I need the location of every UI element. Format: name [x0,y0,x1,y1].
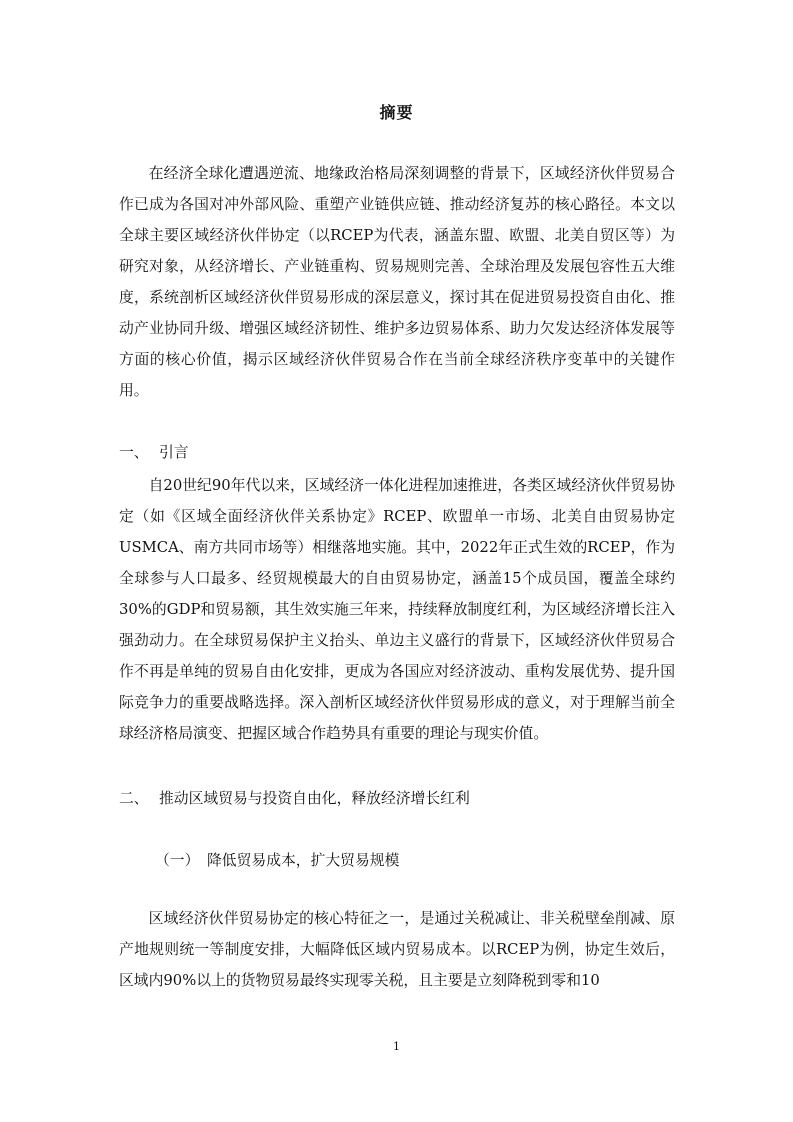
subsection-2-1-heading [155,845,399,876]
section-1-heading [119,437,189,468]
section-2-heading [119,783,470,814]
subsection-2-1-paragraph: 区域经济伙伴贸易协定的核心特征之一，是通过关税减让、非关税壁垒削减、原产地规则统一等制度安排，大幅降低区域内贸易成本。以RCEP为例，协定生效后，区域内90%以上的货物贸易最终实现零关税，且主要是立刻降税到零和10 [119,910,675,989]
section-2-title: 推动区域贸易与投资自由化，释放经济增长红利 [159,790,470,807]
abstract-title: 摘要 [379,103,414,122]
subsection-2-1-title: 降低贸易成本，扩大贸易规模 [207,852,400,869]
subsection-2-1-number: （一） [155,852,200,869]
abstract-paragraph: 在经济全球化遭遇逆流、地缘政治格局深刻调整的背景下，区域经济伙伴贸易合作已成为各国对冲外部风险、重塑产业链供应链、推动经济复苏的核心路径。本文以全球主要区域经济伙伴协定（以RCEP为代表，涵盖东盟、欧盟、北美自贸区等）为研究对象，从经济增长、产业链重构、贸易规则完善、全球治理及发展包容性五大维度，系统剖析区域经济伙伴贸易形成的深层意义，探讨其在促进贸易投资自由化、推动产业协同升级、增强区域经济韧性、维护多边贸易体系、助力欠发达经济体发展等方面的核心价值，揭示区域经济伙伴贸易合作在当前全球经济秩序变革中的关键作用。 [119,165,675,399]
page-number: 1 [393,1040,400,1053]
section-1-title: 引言 [159,444,189,461]
section-1-paragraph: 自20世纪90年代以来，区域经济一体化进程加速推进，各类区域经济伙伴贸易协定（如《区域全面经济伙伴关系协定》RCEP、欧盟单一市场、北美自由贸易协定USMCA、南方共同市场等）相继落地实施。其中，2022年正式生效的RCEP，作为全球参与人口最多、经贸规模最大的自由贸易协定，涵盖15个成员国，覆盖全球约30%的GDP和贸易额，其生效实施三年来，持续释放制度红利，为区域经济增长注入强劲动力。在全球贸易保护主义抬头、单边主义盛行的背景下，区域经济伙伴贸易合作不再是单纯的贸易自由化安排，更成为各国应对经济波动、重构发展优势、提升国际竞争力的重要战略选择。深入剖析区域经济伙伴贸易形成的意义，对于理解当前全球经济格局演变、把握区域合作趋势具有重要的理论与现实价值。 [119,477,675,742]
section-2-number: 二、 [119,790,149,807]
section-1-number: 一、 [119,444,149,461]
